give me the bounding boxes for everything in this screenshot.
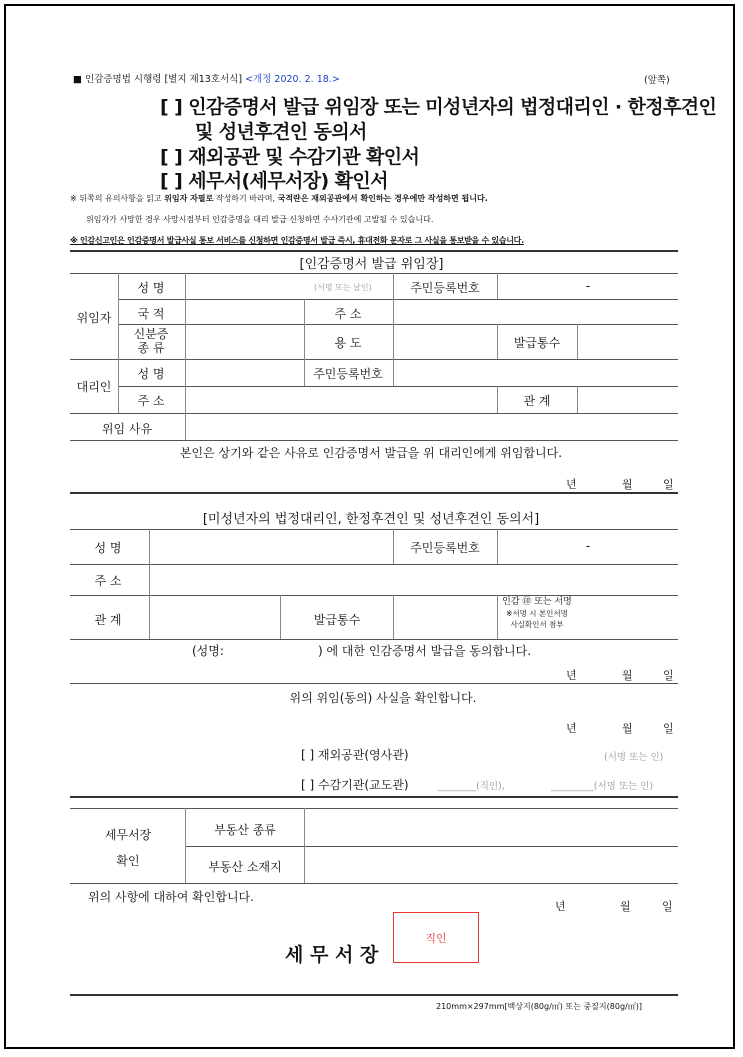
note-instructions: ※ 뒤쪽의 유의사항을 읽고 위임자 자필로 작성하기 바라며, 국적란은 재외공관에서 확인하는 경우에만 작성하면 됩니다. bbox=[70, 194, 488, 203]
tax-label-1: 세무서장 bbox=[104, 828, 152, 842]
tax-year: 년 bbox=[555, 900, 566, 913]
s2-label-rrn: 주민등록번호 bbox=[410, 541, 480, 555]
label-reason: 위임 사유 bbox=[101, 422, 153, 436]
title-proxy: [ ] 인감증명서 발급 위임장 또는 미성년자의 법정대리인 · 한정후견인 bbox=[160, 96, 717, 118]
rrn-dash: - bbox=[585, 279, 591, 293]
s2-month: 월 bbox=[622, 669, 633, 682]
section2-title: [미성년자의 법정대리인, 한정후견인 및 성년후견인 동의서] bbox=[202, 512, 540, 527]
confirm-statement: 위의 위임(동의) 사실을 확인합니다. bbox=[289, 691, 477, 705]
label-agent-name: 성 명 bbox=[137, 367, 165, 381]
s2-seal-note: 인감 ㊞ 또는 서명 ※서명 시 본인서명 사실확인서 첨부 bbox=[502, 597, 572, 629]
label-rrn: 주민등록번호 bbox=[410, 281, 480, 295]
label-count: 발급통수 bbox=[513, 336, 561, 350]
prison-seal: ________(직인), bbox=[438, 781, 505, 792]
section1-title: [인감증명서 발급 위임장] bbox=[299, 257, 444, 272]
s2-day: 일 bbox=[663, 669, 674, 682]
consent-statement: ) 에 대한 인감증명서 발급을 동의합니다. bbox=[318, 644, 532, 658]
label-agent-rrn: 주민등록번호 bbox=[313, 367, 383, 381]
tax-month: 월 bbox=[620, 900, 631, 913]
s2-year: 년 bbox=[566, 669, 577, 682]
paper-spec: 210mm×297mm[백상지(80g/㎡) 또는 중질지(80g/㎡)] bbox=[436, 1002, 642, 1011]
s1-day: 일 bbox=[663, 478, 674, 491]
embassy-checkbox: [ ] 재외공관(영사관) bbox=[301, 748, 409, 762]
tax-property-location: 부동산 소재지 bbox=[208, 860, 282, 874]
amendment-date: <개정 2020. 2. 18.> bbox=[245, 74, 340, 85]
label-agent: 대리인 bbox=[76, 380, 112, 394]
label-purpose: 용 도 bbox=[334, 336, 362, 350]
law-reference: ■ 인감증명법 시행령 [별지 제13호서식] <개정 2020. 2. 18.> bbox=[73, 74, 340, 85]
prison-checkbox: [ ] 수감기관(교도관) bbox=[301, 778, 409, 792]
prison-sign: _________(서명 또는 인) bbox=[551, 781, 654, 792]
title-tax-office: [ ] 세무서(세무서장) 확인서 bbox=[160, 170, 388, 192]
official-seal-label: 직인 bbox=[425, 931, 447, 945]
s2-label-address: 주 소 bbox=[94, 574, 122, 588]
s2-label-relation: 관 계 bbox=[94, 613, 122, 627]
cf-year: 년 bbox=[566, 722, 577, 735]
delegation-statement: 본인은 상기와 같은 사유로 인감증명서 발급을 위 대리인에게 위임합니다. bbox=[179, 446, 563, 460]
label-principal: 위임자 bbox=[76, 311, 112, 325]
embassy-sign: (서명 또는 인) bbox=[604, 752, 664, 763]
s1-month: 월 bbox=[622, 478, 633, 491]
label-id-type: 신분증 종 류 bbox=[133, 327, 169, 355]
label-address: 주 소 bbox=[334, 307, 362, 321]
tax-label-2: 확인 bbox=[116, 854, 140, 868]
tax-property-type: 부동산 종류 bbox=[214, 823, 276, 837]
s2-label-count: 발급통수 bbox=[313, 613, 361, 627]
cf-day: 일 bbox=[663, 722, 674, 735]
page-side: (앞쪽) bbox=[644, 75, 670, 86]
title-proxy-cont: 및 성년후견인 동의서 bbox=[195, 121, 367, 143]
official-seal-box bbox=[393, 912, 479, 963]
s1-year: 년 bbox=[566, 478, 577, 491]
tax-head-title: 세 무 서 장 bbox=[285, 944, 379, 966]
s2-rrn-dash: - bbox=[585, 539, 591, 553]
tax-statement: 위의 사항에 대하여 확인합니다. bbox=[88, 890, 254, 904]
note-deceased: 위임자가 사망한 경우 사망시점부터 인감증명을 대리 발급 신청하면 수사기관에 고발될 수 있습니다. bbox=[86, 215, 434, 224]
label-name: 성 명 bbox=[137, 281, 165, 295]
label-agent-address: 주 소 bbox=[137, 394, 165, 408]
label-nationality: 국 적 bbox=[137, 307, 165, 321]
sign-hint: (서명 또는 날인) bbox=[314, 283, 372, 292]
label-relation: 관 계 bbox=[523, 394, 551, 408]
tax-day: 일 bbox=[662, 900, 673, 913]
consent-name: (성명: bbox=[192, 644, 224, 658]
cf-month: 월 bbox=[622, 722, 633, 735]
s2-label-name: 성 명 bbox=[94, 541, 122, 555]
note-notification: ※ 인감신고인은 인감증명서 발급사실 통보 서비스를 신청하면 인감증명서 발급 즉시, 휴대전화 문자로 그 사실을 통보받을 수 있습니다. bbox=[70, 236, 524, 245]
title-embassy: [ ] 재외공관 및 수감기관 확인서 bbox=[160, 146, 420, 168]
